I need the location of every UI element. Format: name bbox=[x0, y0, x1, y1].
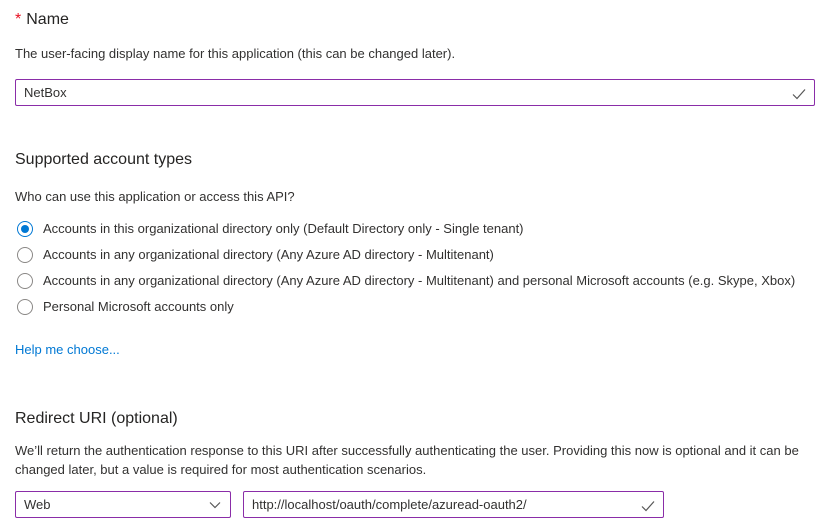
radio-button-icon bbox=[17, 273, 33, 289]
redirect-uri-input[interactable] bbox=[243, 491, 664, 518]
platform-select[interactable] bbox=[15, 491, 231, 518]
name-section-title bbox=[15, 10, 815, 30]
account-type-option-multitenant[interactable] bbox=[15, 242, 815, 268]
name-title-text: Name bbox=[26, 11, 69, 28]
radio-label: Personal Microsoft accounts only bbox=[43, 299, 234, 314]
required-asterisk: * bbox=[15, 11, 22, 28]
account-type-option-single-tenant[interactable] bbox=[15, 216, 815, 242]
name-section bbox=[15, 10, 815, 106]
platform-select-value: Web bbox=[24, 497, 51, 512]
help-me-choose-link[interactable]: Help me choose... bbox=[15, 342, 120, 357]
account-type-radio-group bbox=[15, 216, 815, 320]
redirect-uri-row bbox=[15, 491, 815, 518]
account-type-option-personal-only[interactable] bbox=[15, 294, 815, 320]
radio-label: Accounts in any organizational directory (Any Azure AD directory - Multitenant) and personal Microsoft accounts (e.g. Skype, Xbox) bbox=[43, 273, 796, 288]
redirect-uri-description-wrapper bbox=[15, 441, 821, 479]
radio-button-icon bbox=[17, 221, 33, 237]
radio-button-icon bbox=[17, 299, 33, 315]
name-input-wrapper bbox=[15, 79, 815, 106]
account-type-option-multitenant-personal[interactable] bbox=[15, 268, 815, 294]
redirect-uri-description: We’ll return the authentication response to this URI after successfully authenticating the user. Providing this now is optional and it can be changed later, but a value is required for most authentication scenarios. bbox=[15, 443, 799, 477]
name-description: The user-facing display name for this application (this can be changed later). bbox=[15, 46, 456, 61]
redirect-uri-title: Redirect URI (optional) bbox=[15, 410, 178, 427]
supported-account-types-title: Supported account types bbox=[15, 151, 193, 168]
account-types-question: Who can use this application or access this API? bbox=[15, 189, 295, 204]
redirect-uri-input-wrapper bbox=[243, 491, 664, 518]
radio-label: Accounts in any organizational directory (Any Azure AD directory - Multitenant) bbox=[43, 247, 494, 262]
radio-label: Accounts in this organizational directory only (Default Directory only - Single tenant) bbox=[43, 221, 524, 236]
chevron-down-icon bbox=[209, 497, 221, 512]
radio-button-icon bbox=[17, 247, 33, 263]
supported-account-types-section bbox=[15, 150, 815, 359]
redirect-uri-section bbox=[15, 409, 815, 518]
name-input[interactable] bbox=[15, 79, 815, 106]
